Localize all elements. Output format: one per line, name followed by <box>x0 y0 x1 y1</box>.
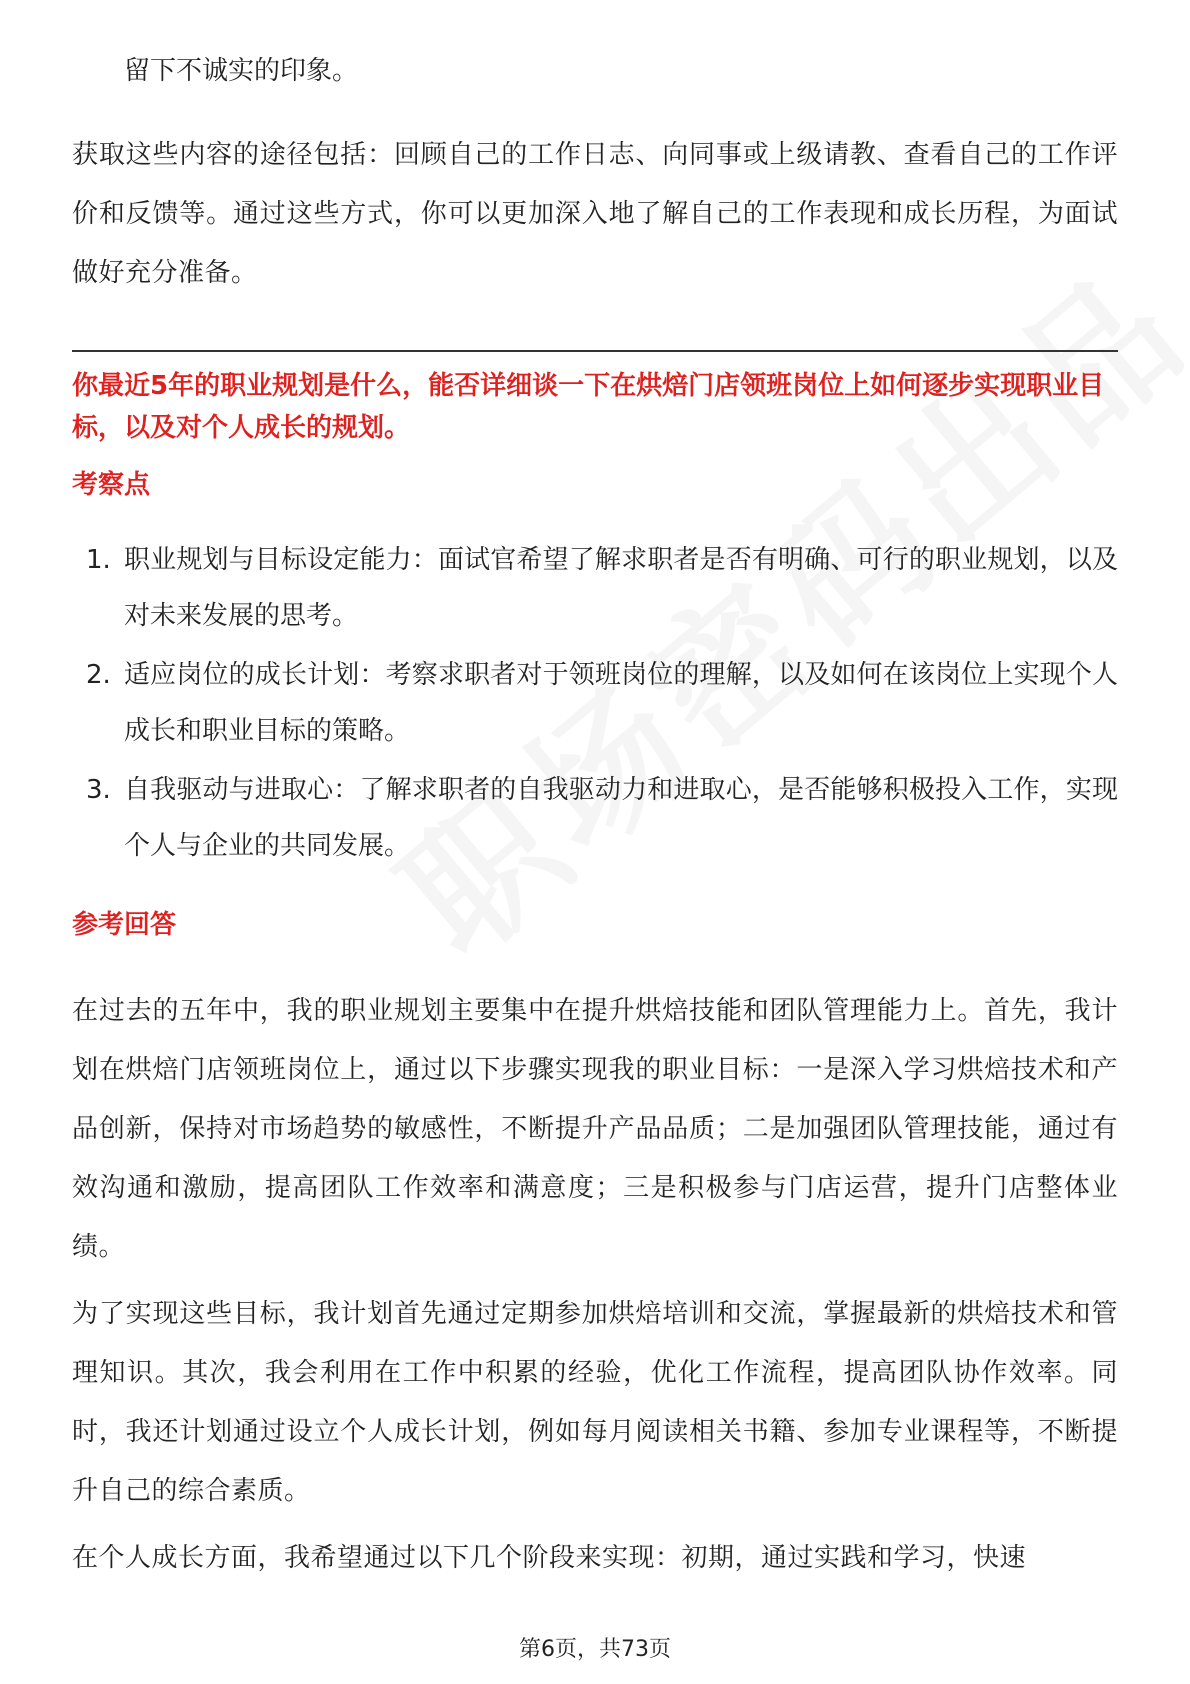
list-item-text: 适应岗位的成长计划：考察求职者对于领班岗位的理解，以及如何在该岗位上实现个人成长和职业目标的策略。 <box>124 660 1118 746</box>
answer-paragraph: 在过去的五年中，我的职业规划主要集中在提升烘焙技能和团队管理能力上。首先，我计划在烘焙门店领班岗位上，通过以下步骤实现我的职业目标：一是深入学习烘焙技术和产品创新，保持对市场趋势的敏感性，不断提升产品品质；二是加强团队管理技能，通过有效沟通和激励，提高团队工作效率和满意度；三是积极参与门店运营，提升门店整体业绩。 <box>72 996 1118 1262</box>
page-footer: 第6页，共73页 <box>519 1637 671 1662</box>
list-item <box>72 762 1118 874</box>
paragraph-sources: 获取这些内容的途径包括：回顾自己的工作日志、向同事或上级请教、查看自己的工作评价和反馈等。通过这些方式，你可以更加深入地了解自己的工作表现和成长历程，为面试做好充分准备。 <box>72 140 1118 288</box>
answer-heading: 参考回答 <box>72 910 177 940</box>
list-item-number: 2. <box>86 660 111 690</box>
list-item-number: 1. <box>86 545 111 575</box>
question-title: 你最近5年的职业规划是什么，能否详细谈一下在烘焙门店领班岗位上如何逐步实现职业目标，以及对个人成长的规划。 <box>72 371 1105 443</box>
list-item <box>72 532 1118 644</box>
list-item <box>72 647 1118 759</box>
points-heading: 考察点 <box>72 470 151 500</box>
list-item-text: 自我驱动与进取心：了解求职者的自我驱动力和进取心，是否能够积极投入工作，实现个人与企业的共同发展。 <box>124 775 1118 861</box>
list-item-number: 3. <box>86 775 111 805</box>
list-item-text: 职业规划与目标设定能力：面试官希望了解求职者是否有明确、可行的职业规划，以及对未来发展的思考。 <box>124 545 1118 631</box>
answer-paragraph: 在个人成长方面，我希望通过以下几个阶段来实现：初期，通过实践和学习，快速 <box>72 1543 1027 1573</box>
continuation-text: 留下不诚实的印象。 <box>124 56 359 86</box>
points-list <box>72 532 1118 877</box>
section-divider <box>72 350 1118 352</box>
answer-paragraph: 为了实现这些目标，我计划首先通过定期参加烘焙培训和交流，掌握最新的烘焙技术和管理知识。其次，我会利用在工作中积累的经验，优化工作流程，提高团队协作效率。同时，我还计划通过设立个人成长计划，例如每月阅读相关书籍、参加专业课程等，不断提升自己的综合素质。 <box>72 1299 1118 1506</box>
